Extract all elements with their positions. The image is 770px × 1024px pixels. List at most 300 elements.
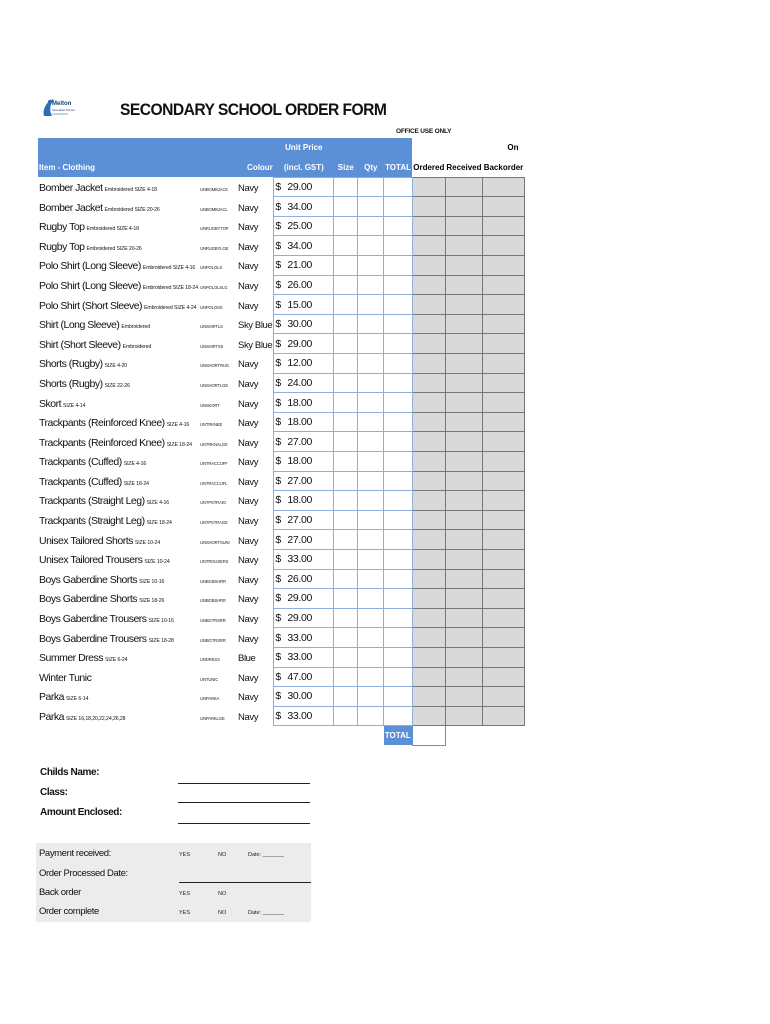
ordered-cell[interactable] bbox=[412, 569, 445, 589]
qty-input[interactable] bbox=[358, 569, 384, 589]
received-cell[interactable] bbox=[445, 471, 482, 491]
total-cell[interactable] bbox=[384, 667, 412, 687]
item-price-value: 18.00 bbox=[287, 455, 313, 468]
ordered-cell[interactable] bbox=[412, 452, 445, 472]
item-price bbox=[274, 628, 334, 648]
ordered-cell[interactable] bbox=[412, 589, 445, 609]
received-cell[interactable] bbox=[445, 491, 482, 511]
item-price bbox=[274, 687, 334, 707]
item-note: SIZE 18-24 bbox=[166, 441, 192, 448]
size-input[interactable] bbox=[334, 687, 358, 707]
received-cell[interactable] bbox=[445, 256, 482, 276]
backorder-cell[interactable] bbox=[483, 373, 525, 393]
size-input[interactable] bbox=[334, 491, 358, 511]
ordered-cell[interactable] bbox=[412, 687, 445, 707]
item-price bbox=[274, 608, 334, 628]
item-row bbox=[38, 667, 525, 687]
unit-price-incl-header: (incl. GST) bbox=[274, 158, 334, 178]
backorder-cell[interactable] bbox=[483, 256, 525, 276]
item-name: Trackpants (Reinforced Knee) bbox=[39, 417, 165, 430]
item-colour: Navy bbox=[238, 555, 259, 567]
item-cell bbox=[38, 667, 199, 687]
total-cell[interactable] bbox=[384, 452, 412, 472]
item-price-value: 29.00 bbox=[287, 337, 313, 350]
ordered-cell[interactable] bbox=[412, 216, 445, 236]
item-colour: Sky Blue bbox=[238, 339, 273, 351]
backorder-cell[interactable] bbox=[483, 628, 525, 648]
qty-input[interactable] bbox=[358, 393, 384, 413]
backorder-cell[interactable] bbox=[483, 354, 525, 374]
ordered-cell[interactable] bbox=[412, 412, 445, 432]
qty-input[interactable] bbox=[358, 491, 384, 511]
item-cell bbox=[38, 608, 199, 628]
total-cell[interactable] bbox=[384, 256, 412, 276]
size-input[interactable] bbox=[334, 530, 358, 550]
item-price-value: 26.00 bbox=[287, 278, 313, 291]
ordered-cell[interactable] bbox=[412, 667, 445, 687]
item-cell bbox=[38, 334, 199, 354]
item-code: UNPARKA bbox=[200, 696, 220, 702]
item-note: SIZE 18-24 bbox=[146, 520, 172, 527]
payment-no-option[interactable]: NO bbox=[218, 852, 227, 858]
total-cell[interactable] bbox=[384, 706, 412, 726]
item-name: Bomber Jacket bbox=[39, 181, 103, 194]
item-header: Item - Clothing bbox=[38, 158, 199, 178]
size-input[interactable] bbox=[334, 412, 358, 432]
size-input[interactable] bbox=[334, 628, 358, 648]
item-cell bbox=[38, 569, 199, 589]
item-code: UNSHORTLGE bbox=[200, 382, 229, 388]
ordered-cell[interactable] bbox=[412, 530, 445, 550]
total-cell[interactable] bbox=[384, 354, 412, 374]
total-cell[interactable] bbox=[384, 314, 412, 334]
total-cell[interactable] bbox=[384, 628, 412, 648]
total-cell[interactable] bbox=[384, 647, 412, 667]
item-name: Polo Shirt (Long Sleeve) bbox=[39, 260, 141, 273]
item-colour: Navy bbox=[238, 476, 259, 488]
qty-input[interactable] bbox=[358, 373, 384, 393]
backorder-yes-option[interactable]: YES bbox=[179, 891, 191, 897]
currency-symbol: $ bbox=[275, 494, 281, 507]
received-cell[interactable] bbox=[445, 334, 482, 354]
received-cell[interactable] bbox=[445, 295, 482, 315]
received-cell[interactable] bbox=[445, 667, 482, 687]
item-row bbox=[38, 412, 525, 432]
item-price-value: 30.00 bbox=[287, 690, 313, 703]
item-note: SIZE 18-28 bbox=[148, 637, 174, 644]
ordered-cell[interactable] bbox=[412, 549, 445, 569]
total-cell[interactable] bbox=[384, 432, 412, 452]
qty-input[interactable] bbox=[358, 354, 384, 374]
size-input[interactable] bbox=[334, 471, 358, 491]
backorder-cell[interactable] bbox=[483, 334, 525, 354]
received-cell[interactable] bbox=[445, 314, 482, 334]
backorder-cell[interactable] bbox=[483, 471, 525, 491]
table-header-row-1 bbox=[38, 138, 525, 158]
grand-total-label: TOTAL bbox=[384, 726, 412, 746]
size-input[interactable] bbox=[334, 510, 358, 530]
received-cell[interactable] bbox=[445, 452, 482, 472]
total-cell[interactable] bbox=[384, 295, 412, 315]
item-note: Embroidered bbox=[122, 343, 152, 350]
size-input[interactable] bbox=[334, 706, 358, 726]
item-colour: Navy bbox=[238, 241, 259, 253]
currency-symbol: $ bbox=[275, 670, 281, 683]
item-price bbox=[274, 452, 334, 472]
qty-input[interactable] bbox=[358, 589, 384, 609]
qty-input[interactable] bbox=[358, 432, 384, 452]
ordered-cell[interactable] bbox=[412, 491, 445, 511]
item-price bbox=[274, 334, 334, 354]
size-input[interactable] bbox=[334, 177, 358, 197]
total-cell[interactable] bbox=[384, 177, 412, 197]
ordered-cell[interactable] bbox=[412, 373, 445, 393]
item-row bbox=[38, 432, 525, 452]
item-note: Embroidered SIZE 4-24 bbox=[144, 304, 197, 311]
backorder-cell[interactable] bbox=[483, 667, 525, 687]
currency-symbol: $ bbox=[275, 533, 281, 546]
received-cell[interactable] bbox=[445, 373, 482, 393]
size-input[interactable] bbox=[334, 354, 358, 374]
total-cell[interactable] bbox=[384, 510, 412, 530]
item-cell bbox=[38, 216, 199, 236]
received-cell[interactable] bbox=[445, 569, 482, 589]
currency-symbol: $ bbox=[275, 337, 281, 350]
item-name: Winter Tunic bbox=[39, 671, 92, 684]
item-cell bbox=[38, 510, 199, 530]
item-price-value: 15.00 bbox=[287, 298, 313, 311]
size-input[interactable] bbox=[334, 256, 358, 276]
size-input[interactable] bbox=[334, 373, 358, 393]
backorder-cell[interactable] bbox=[483, 491, 525, 511]
grand-total-field[interactable] bbox=[412, 726, 445, 746]
size-input[interactable] bbox=[334, 452, 358, 472]
received-cell[interactable] bbox=[445, 412, 482, 432]
qty-input[interactable] bbox=[358, 412, 384, 432]
item-price-value: 12.00 bbox=[287, 357, 313, 370]
qty-input[interactable] bbox=[358, 236, 384, 256]
size-input[interactable] bbox=[334, 667, 358, 687]
total-cell[interactable] bbox=[384, 608, 412, 628]
total-cell[interactable] bbox=[384, 530, 412, 550]
qty-input[interactable] bbox=[358, 256, 384, 276]
received-cell[interactable] bbox=[445, 530, 482, 550]
qty-input[interactable] bbox=[358, 608, 384, 628]
item-cell bbox=[38, 647, 199, 667]
size-input[interactable] bbox=[334, 549, 358, 569]
ordered-cell[interactable] bbox=[412, 432, 445, 452]
item-price-value: 27.00 bbox=[287, 435, 313, 448]
qty-input[interactable] bbox=[358, 295, 384, 315]
received-cell[interactable] bbox=[445, 706, 482, 726]
size-input[interactable] bbox=[334, 236, 358, 256]
backorder-cell[interactable] bbox=[483, 608, 525, 628]
size-input[interactable] bbox=[334, 197, 358, 217]
backorder-no-option[interactable]: NO bbox=[218, 891, 227, 897]
total-cell[interactable] bbox=[384, 589, 412, 609]
currency-symbol: $ bbox=[275, 396, 281, 409]
item-price bbox=[274, 373, 334, 393]
received-cell[interactable] bbox=[445, 549, 482, 569]
item-note: Embroidered SIZE 4-18 bbox=[86, 226, 139, 233]
total-cell[interactable] bbox=[384, 412, 412, 432]
total-cell[interactable] bbox=[384, 393, 412, 413]
item-price bbox=[274, 471, 334, 491]
qty-input[interactable] bbox=[358, 647, 384, 667]
backorder-cell[interactable] bbox=[483, 706, 525, 726]
item-price-value: 27.00 bbox=[287, 474, 313, 487]
ordered-cell[interactable] bbox=[412, 275, 445, 295]
item-note: SIZE 4-16 bbox=[166, 422, 190, 429]
item-code: UNSHORTRUG bbox=[200, 363, 229, 369]
school-logo bbox=[40, 96, 75, 122]
backorder-cell[interactable] bbox=[483, 569, 525, 589]
qty-input[interactable] bbox=[358, 197, 384, 217]
item-price-value: 24.00 bbox=[287, 376, 313, 389]
qty-input[interactable] bbox=[358, 452, 384, 472]
backorder-cell[interactable] bbox=[483, 530, 525, 550]
size-input[interactable] bbox=[334, 393, 358, 413]
class-label: Class: bbox=[40, 787, 68, 798]
backorder-cell[interactable] bbox=[483, 432, 525, 452]
backorder-cell[interactable] bbox=[483, 412, 525, 432]
total-cell[interactable] bbox=[384, 275, 412, 295]
total-cell[interactable] bbox=[384, 236, 412, 256]
item-price bbox=[274, 647, 334, 667]
item-note: SIZE 18-26 bbox=[139, 598, 165, 605]
item-row bbox=[38, 549, 525, 569]
currency-symbol: $ bbox=[275, 572, 281, 585]
total-cell[interactable] bbox=[384, 373, 412, 393]
total-cell[interactable] bbox=[384, 549, 412, 569]
item-note: SIZE 22-26 bbox=[104, 382, 130, 389]
complete-no-option[interactable]: NO bbox=[218, 910, 227, 916]
ordered-cell[interactable] bbox=[412, 236, 445, 256]
received-cell[interactable] bbox=[445, 216, 482, 236]
size-input[interactable] bbox=[334, 275, 358, 295]
total-cell[interactable] bbox=[384, 569, 412, 589]
size-input[interactable] bbox=[334, 589, 358, 609]
backorder-cell[interactable] bbox=[483, 589, 525, 609]
ordered-cell[interactable] bbox=[412, 354, 445, 374]
backorder-cell[interactable] bbox=[483, 452, 525, 472]
item-price bbox=[274, 667, 334, 687]
ordered-cell[interactable] bbox=[412, 471, 445, 491]
size-input[interactable] bbox=[334, 295, 358, 315]
currency-symbol: $ bbox=[275, 631, 281, 644]
size-input[interactable] bbox=[334, 334, 358, 354]
payment-yes-option[interactable]: YES bbox=[179, 852, 191, 858]
item-note: Embroidered SIZE 20-26 bbox=[86, 245, 142, 252]
item-cell bbox=[38, 197, 199, 217]
item-colour: Navy bbox=[238, 398, 259, 410]
size-input[interactable] bbox=[334, 314, 358, 334]
item-row bbox=[38, 608, 525, 628]
ordered-cell[interactable] bbox=[412, 295, 445, 315]
amount-enclosed-field[interactable] bbox=[178, 823, 310, 824]
qty-input[interactable] bbox=[358, 177, 384, 197]
item-code: UNSKORT bbox=[200, 402, 220, 408]
backorder-cell[interactable] bbox=[483, 549, 525, 569]
item-price bbox=[274, 589, 334, 609]
item-cell bbox=[38, 589, 199, 609]
payment-date-field[interactable]: Date: _______ bbox=[248, 852, 285, 858]
total-cell[interactable] bbox=[384, 334, 412, 354]
received-cell[interactable] bbox=[445, 432, 482, 452]
backorder-cell[interactable] bbox=[483, 275, 525, 295]
complete-date-field[interactable]: Date: _______ bbox=[248, 910, 285, 916]
qty-input[interactable] bbox=[358, 471, 384, 491]
ordered-cell[interactable] bbox=[412, 177, 445, 197]
ordered-cell[interactable] bbox=[412, 256, 445, 276]
received-cell[interactable] bbox=[445, 354, 482, 374]
received-cell[interactable] bbox=[445, 275, 482, 295]
order-table bbox=[38, 138, 525, 746]
received-cell[interactable] bbox=[445, 628, 482, 648]
size-input[interactable] bbox=[334, 432, 358, 452]
backorder-cell[interactable] bbox=[483, 393, 525, 413]
currency-symbol: $ bbox=[275, 455, 281, 468]
total-cell[interactable] bbox=[384, 216, 412, 236]
item-note: SIZE 6-24 bbox=[105, 657, 128, 664]
received-cell[interactable] bbox=[445, 687, 482, 707]
childs-name-field[interactable] bbox=[178, 783, 310, 784]
received-cell[interactable] bbox=[445, 589, 482, 609]
item-colour: Navy bbox=[238, 300, 259, 312]
qty-input[interactable] bbox=[358, 628, 384, 648]
qty-input[interactable] bbox=[358, 530, 384, 550]
order-processed-date-field[interactable] bbox=[179, 882, 311, 883]
item-name: Polo Shirt (Short Sleeve) bbox=[39, 299, 143, 312]
backorder-cell[interactable] bbox=[483, 216, 525, 236]
backorder-cell[interactable] bbox=[483, 510, 525, 530]
item-note: SIZE 16,18,20,22,24,26,28 bbox=[65, 716, 126, 723]
received-cell[interactable] bbox=[445, 608, 482, 628]
item-price-value: 18.00 bbox=[287, 494, 313, 507]
item-code: UNRUGBYLGE bbox=[200, 245, 229, 251]
complete-yes-option[interactable]: YES bbox=[179, 910, 191, 916]
item-code: UNBGTRSRR bbox=[200, 637, 226, 643]
ordered-cell[interactable] bbox=[412, 334, 445, 354]
ordered-cell[interactable] bbox=[412, 706, 445, 726]
currency-symbol: $ bbox=[275, 592, 281, 605]
backorder-cell[interactable] bbox=[483, 197, 525, 217]
item-note: SIZE 4-14 bbox=[63, 402, 86, 409]
ordered-cell[interactable] bbox=[412, 628, 445, 648]
table-header-row-2 bbox=[38, 158, 525, 178]
on-header: On bbox=[483, 138, 525, 158]
grand-total-row bbox=[38, 726, 525, 746]
ordered-cell[interactable] bbox=[412, 393, 445, 413]
received-cell[interactable] bbox=[445, 177, 482, 197]
item-colour: Navy bbox=[238, 614, 259, 626]
unit-price-header: Unit Price bbox=[274, 138, 334, 158]
received-cell[interactable] bbox=[445, 393, 482, 413]
item-note: Embroidered SIZE 4-18 bbox=[104, 186, 157, 193]
qty-input[interactable] bbox=[358, 510, 384, 530]
item-colour: Navy bbox=[238, 222, 259, 234]
qty-input[interactable] bbox=[358, 706, 384, 726]
item-name: Trackpants (Cuffed) bbox=[39, 456, 122, 469]
qty-header: Qty bbox=[358, 158, 384, 178]
received-cell[interactable] bbox=[445, 197, 482, 217]
total-cell[interactable] bbox=[384, 687, 412, 707]
item-colour: Navy bbox=[238, 359, 259, 371]
item-code: UNBOMBJACL bbox=[200, 206, 228, 212]
item-price-value: 29.00 bbox=[287, 180, 313, 193]
ordered-cell[interactable] bbox=[412, 314, 445, 334]
item-cell bbox=[38, 530, 199, 550]
received-cell[interactable] bbox=[445, 510, 482, 530]
ordered-cell[interactable] bbox=[412, 510, 445, 530]
item-row bbox=[38, 275, 525, 295]
item-colour: Navy bbox=[238, 182, 259, 194]
size-input[interactable] bbox=[334, 647, 358, 667]
backorder-cell[interactable] bbox=[483, 647, 525, 667]
item-code: UNBGTRSRR bbox=[200, 618, 226, 624]
size-input[interactable] bbox=[334, 608, 358, 628]
item-row bbox=[38, 647, 525, 667]
qty-input[interactable] bbox=[358, 549, 384, 569]
backorder-cell[interactable] bbox=[483, 314, 525, 334]
qty-input[interactable] bbox=[358, 216, 384, 236]
backorder-cell[interactable] bbox=[483, 236, 525, 256]
currency-symbol: $ bbox=[275, 200, 281, 213]
total-cell[interactable] bbox=[384, 197, 412, 217]
total-header: TOTAL bbox=[384, 158, 412, 178]
ordered-cell[interactable] bbox=[412, 608, 445, 628]
backorder-cell[interactable] bbox=[483, 177, 525, 197]
order-complete-label: Order complete bbox=[39, 906, 99, 917]
ordered-cell[interactable] bbox=[412, 197, 445, 217]
item-name: Unisex Tailored Shorts bbox=[39, 534, 133, 547]
qty-input[interactable] bbox=[358, 334, 384, 354]
qty-input[interactable] bbox=[358, 275, 384, 295]
page-title: SECONDARY SCHOOL ORDER FORM bbox=[120, 100, 387, 119]
backorder-cell[interactable] bbox=[483, 295, 525, 315]
item-cell bbox=[38, 471, 199, 491]
item-code: UNTRACCUFF bbox=[200, 461, 228, 467]
qty-input[interactable] bbox=[358, 667, 384, 687]
currency-symbol: $ bbox=[275, 357, 281, 370]
qty-input[interactable] bbox=[358, 314, 384, 334]
item-row bbox=[38, 236, 525, 256]
qty-input[interactable] bbox=[358, 687, 384, 707]
currency-symbol: $ bbox=[275, 416, 281, 429]
total-cell[interactable] bbox=[384, 491, 412, 511]
received-cell[interactable] bbox=[445, 236, 482, 256]
currency-symbol: $ bbox=[275, 710, 281, 723]
ordered-header: Ordered bbox=[412, 158, 445, 178]
payment-received-label: Payment received: bbox=[39, 848, 111, 859]
item-row bbox=[38, 589, 525, 609]
back-order-label: Back order bbox=[39, 887, 81, 898]
ordered-cell[interactable] bbox=[412, 647, 445, 667]
item-name: Rugby Top bbox=[39, 221, 85, 234]
backorder-cell[interactable] bbox=[483, 687, 525, 707]
item-cell bbox=[38, 452, 199, 472]
received-cell[interactable] bbox=[445, 647, 482, 667]
class-field[interactable] bbox=[178, 802, 310, 803]
item-price bbox=[274, 412, 334, 432]
size-input[interactable] bbox=[334, 216, 358, 236]
total-cell[interactable] bbox=[384, 471, 412, 491]
item-name: Skort bbox=[39, 397, 62, 410]
item-name: Bomber Jacket bbox=[39, 201, 103, 214]
item-row bbox=[38, 177, 525, 197]
item-code: UNSHIRTSS bbox=[200, 343, 224, 349]
size-input[interactable] bbox=[334, 569, 358, 589]
